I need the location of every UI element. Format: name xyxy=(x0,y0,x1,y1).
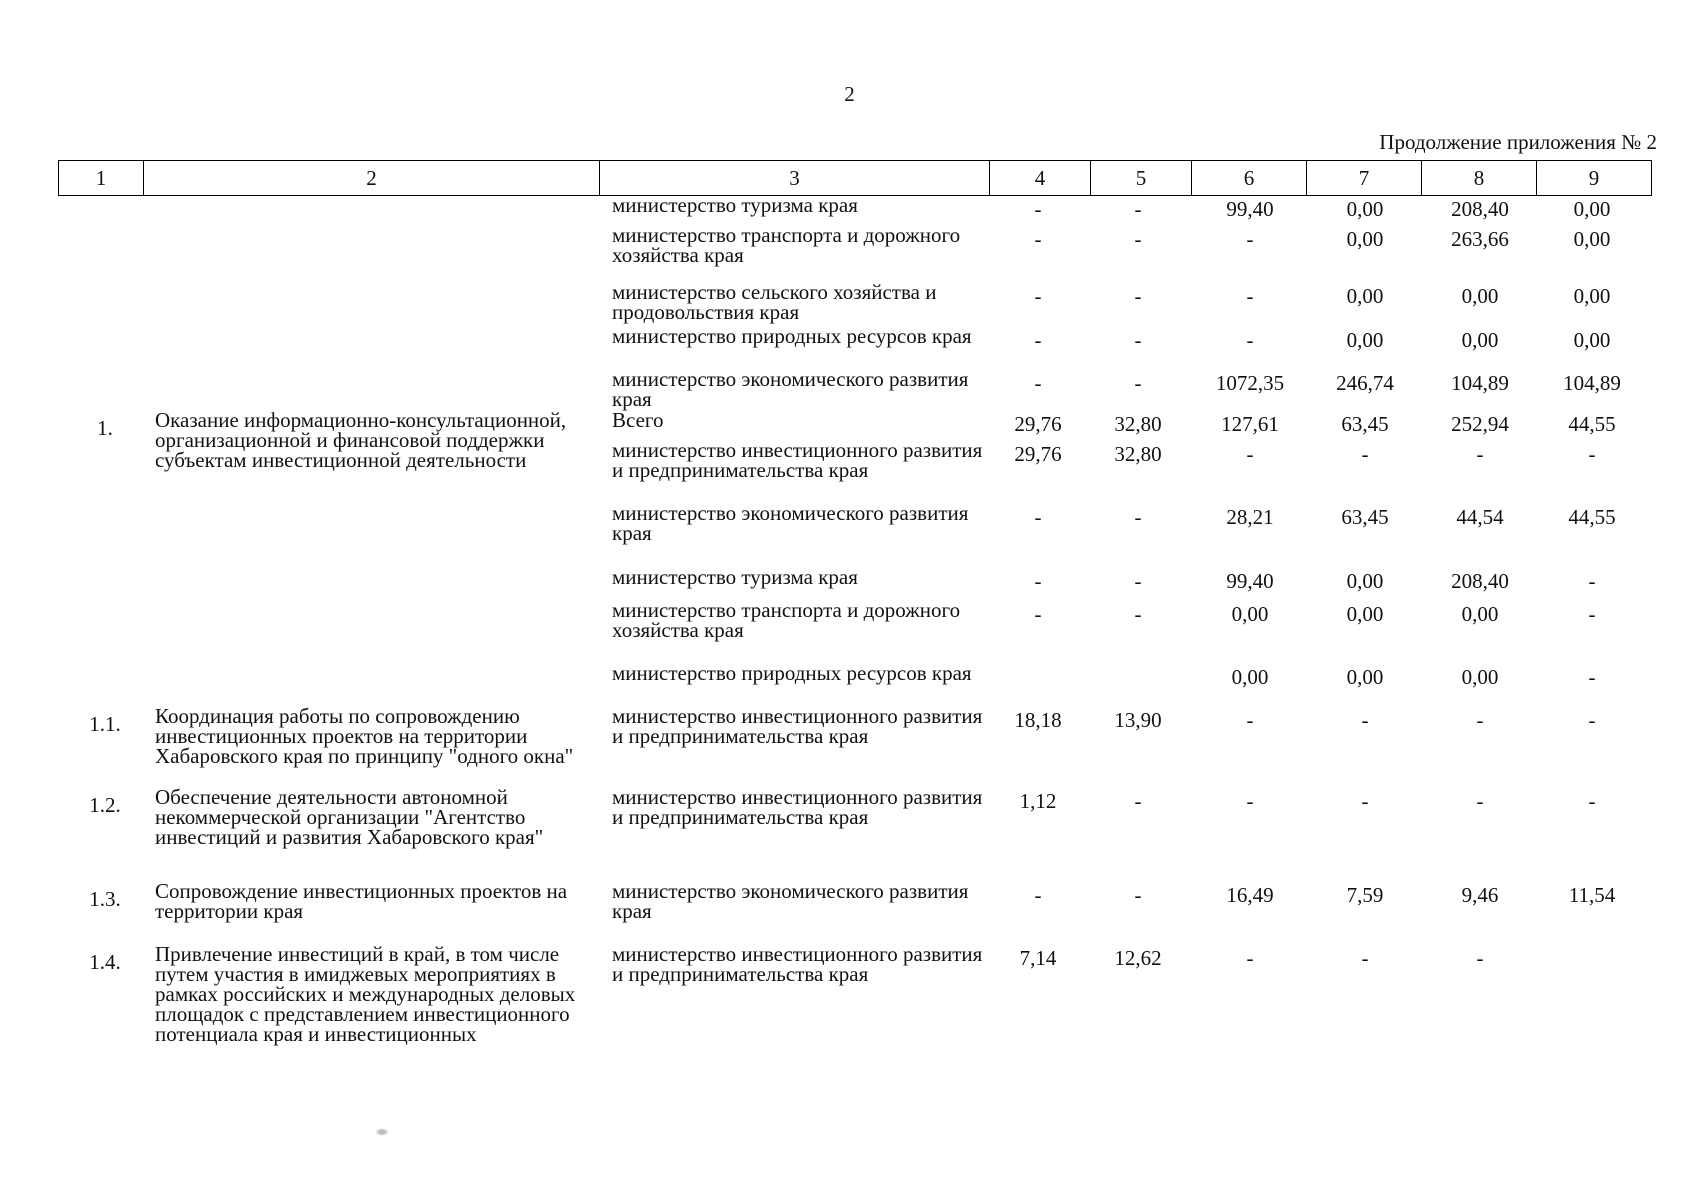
value-col-5: - xyxy=(1134,197,1142,221)
value-col-6: - xyxy=(1246,708,1254,732)
value-col-7: 63,45 xyxy=(1341,505,1389,529)
value-col-6: - xyxy=(1246,284,1254,308)
value-col-8: 263,66 xyxy=(1451,227,1509,251)
value-col-9: 44,55 xyxy=(1568,505,1616,529)
value-col-4: - xyxy=(1034,602,1042,626)
value-col-6: - xyxy=(1246,946,1254,970)
measure-name: Обеспечение деятельности автономной некоммерческой организации "Агентство инвестиций и развития Хабаровского края" xyxy=(155,785,544,849)
responsible-org: министерство инвестиционного развития и предпринимательства края xyxy=(612,942,983,986)
value-col-4: - xyxy=(1034,328,1042,352)
value-col-7: - xyxy=(1361,789,1369,813)
responsible-org: министерство туризма края xyxy=(612,565,858,589)
responsible-org: министерство экономического развития края xyxy=(612,501,969,545)
value-col-5: - xyxy=(1134,505,1142,529)
value-col-7: 0,00 xyxy=(1346,328,1384,352)
value-col-4: - xyxy=(1034,569,1042,593)
row-number: 1.4. xyxy=(89,950,121,974)
value-col-7: 0,00 xyxy=(1346,665,1384,689)
value-col-5: - xyxy=(1134,371,1142,395)
value-col-5: 32,80 xyxy=(1114,412,1162,436)
scan-speck xyxy=(375,1128,389,1136)
value-col-7: - xyxy=(1361,708,1369,732)
value-col-6: 1072,35 xyxy=(1215,371,1285,395)
value-col-9: 104,89 xyxy=(1563,371,1621,395)
value-col-9: 0,00 xyxy=(1573,284,1611,308)
responsible-org: министерство сельского хозяйства и продовольствия края xyxy=(612,280,937,324)
value-col-4: 7,14 xyxy=(1019,946,1057,970)
responsible-org: министерство транспорта и дорожного хозяйства края xyxy=(612,598,961,642)
value-col-5: - xyxy=(1134,602,1142,626)
value-col-8: 9,46 xyxy=(1461,883,1499,907)
value-col-9: 0,00 xyxy=(1573,197,1611,221)
value-col-8: - xyxy=(1476,442,1484,466)
value-col-8: 0,00 xyxy=(1461,665,1499,689)
measure-name: Координация работы по сопровождению инвестиционных проектов на территории Хабаровского края по принципу "одного окна" xyxy=(155,704,574,768)
value-col-9: 0,00 xyxy=(1573,227,1611,251)
continuation-label: Продолжение приложения № 2 xyxy=(1379,130,1657,154)
value-col-7: 7,59 xyxy=(1346,883,1384,907)
value-col-4: - xyxy=(1034,883,1042,907)
value-col-9: - xyxy=(1588,665,1596,689)
column-header-row xyxy=(58,160,1652,196)
value-col-9: - xyxy=(1588,708,1596,732)
value-col-6: - xyxy=(1246,789,1254,813)
value-col-9: - xyxy=(1588,602,1596,626)
value-col-7: 0,00 xyxy=(1346,227,1384,251)
value-col-6: 99,40 xyxy=(1226,569,1274,593)
value-col-8: 252,94 xyxy=(1451,412,1509,436)
value-col-5: - xyxy=(1134,569,1142,593)
header-col-3: 3 xyxy=(600,161,990,196)
value-col-5: 12,62 xyxy=(1114,946,1162,970)
measure-name: Привлечение инвестиций в край, в том числе путем участия в имиджевых мероприятиях в рамках российских и международных деловых площадок с представлением инвестиционного потенциала края и инвестиционных xyxy=(155,942,576,1046)
value-col-7: 0,00 xyxy=(1346,569,1384,593)
page-number: 2 xyxy=(844,82,855,106)
value-col-9: - xyxy=(1588,442,1596,466)
value-col-4: - xyxy=(1034,284,1042,308)
responsible-org: министерство экономического развития края xyxy=(612,367,969,411)
row-number: 1. xyxy=(97,416,113,440)
measure-name: Сопровождение инвестиционных проектов на территории края xyxy=(155,879,568,923)
responsible-org: министерство природных ресурсов края xyxy=(612,324,972,348)
value-col-9: - xyxy=(1588,569,1596,593)
measure-name: Оказание информационно-консультационной, организационной и финансовой поддержки субъектам инвестиционной деятельности xyxy=(155,408,567,472)
value-col-6: - xyxy=(1246,328,1254,352)
value-col-6: - xyxy=(1246,442,1254,466)
value-col-7: 63,45 xyxy=(1341,412,1389,436)
value-col-5: - xyxy=(1134,328,1142,352)
value-col-9: - xyxy=(1588,789,1596,813)
value-col-5: - xyxy=(1134,883,1142,907)
value-col-6: 0,00 xyxy=(1231,602,1269,626)
value-col-8: - xyxy=(1476,789,1484,813)
value-col-5: 13,90 xyxy=(1114,708,1162,732)
value-col-4: - xyxy=(1034,371,1042,395)
row-number: 1.2. xyxy=(89,793,121,817)
value-col-8: - xyxy=(1476,946,1484,970)
header-col-8: 8 xyxy=(1422,161,1537,196)
value-col-4: - xyxy=(1034,505,1042,529)
responsible-org: министерство инвестиционного развития и предпринимательства края xyxy=(612,438,983,482)
value-col-6: 99,40 xyxy=(1226,197,1274,221)
value-col-7: 0,00 xyxy=(1346,602,1384,626)
value-col-5: 32,80 xyxy=(1114,442,1162,466)
value-col-9: 11,54 xyxy=(1568,883,1616,907)
responsible-org: министерство инвестиционного развития и предпринимательства края xyxy=(612,704,983,748)
header-col-1: 1 xyxy=(59,161,144,196)
responsible-org: министерство туризма края xyxy=(612,193,858,217)
value-col-9: 0,00 xyxy=(1573,328,1611,352)
value-col-5: - xyxy=(1134,227,1142,251)
header-col-5: 5 xyxy=(1091,161,1192,196)
value-col-8: 0,00 xyxy=(1461,328,1499,352)
value-col-7: - xyxy=(1361,442,1369,466)
value-col-8: 208,40 xyxy=(1451,569,1509,593)
value-col-6: - xyxy=(1246,227,1254,251)
header-col-2: 2 xyxy=(144,161,600,196)
value-col-6: 28,21 xyxy=(1226,505,1274,529)
value-col-7: 0,00 xyxy=(1346,197,1384,221)
value-col-4: - xyxy=(1034,197,1042,221)
value-col-4: 1,12 xyxy=(1019,789,1057,813)
value-col-7: - xyxy=(1361,946,1369,970)
responsible-org: министерство инвестиционного развития и предпринимательства края xyxy=(612,785,983,829)
value-col-8: 208,40 xyxy=(1451,197,1509,221)
value-col-8: 0,00 xyxy=(1461,284,1499,308)
header-col-6: 6 xyxy=(1192,161,1307,196)
responsible-org: министерство экономического развития края xyxy=(612,879,969,923)
header-col-7: 7 xyxy=(1307,161,1422,196)
value-col-5: - xyxy=(1134,284,1142,308)
value-col-6: 0,00 xyxy=(1231,665,1269,689)
value-col-4: - xyxy=(1034,227,1042,251)
value-col-8: - xyxy=(1476,708,1484,732)
value-col-4: 29,76 xyxy=(1014,442,1062,466)
responsible-org: министерство природных ресурсов края xyxy=(612,661,972,685)
value-col-7: 246,74 xyxy=(1336,371,1394,395)
value-col-6: 16,49 xyxy=(1226,883,1274,907)
responsible-org: министерство транспорта и дорожного хозяйства края xyxy=(612,223,961,267)
value-col-4: 18,18 xyxy=(1014,708,1062,732)
value-col-4: 29,76 xyxy=(1014,412,1062,436)
row-number: 1.3. xyxy=(89,887,121,911)
value-col-8: 104,89 xyxy=(1451,371,1509,395)
value-col-7: 0,00 xyxy=(1346,284,1384,308)
value-col-8: 0,00 xyxy=(1461,602,1499,626)
value-col-9: 44,55 xyxy=(1568,412,1616,436)
value-col-5: - xyxy=(1134,789,1142,813)
value-col-8: 44,54 xyxy=(1456,505,1504,529)
value-col-6: 127,61 xyxy=(1221,412,1279,436)
row-number: 1.1. xyxy=(89,712,121,736)
header-col-4: 4 xyxy=(990,161,1091,196)
responsible-org: Всего xyxy=(612,408,664,432)
header-col-9: 9 xyxy=(1537,161,1652,196)
